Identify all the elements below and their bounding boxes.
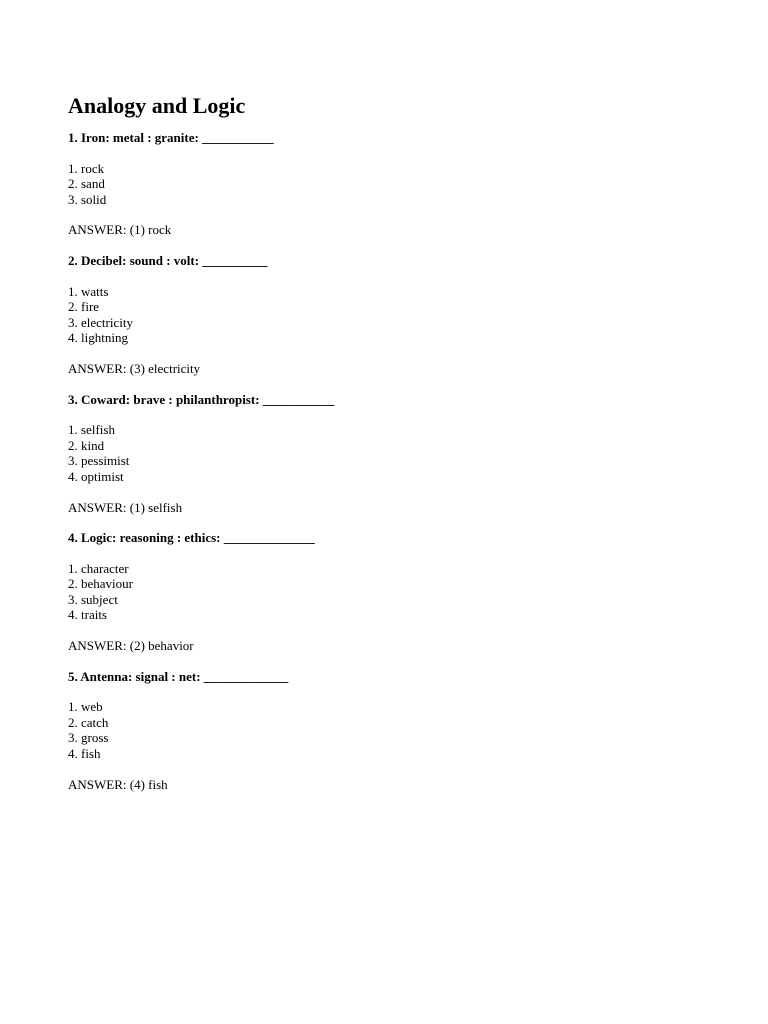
option-list [68,284,708,346]
answer-line: ANSWER: (1) selfish [68,499,183,515]
option-item: 3. subject [68,591,118,607]
answer-line: ANSWER: (2) behavior [68,638,194,654]
question-5 [68,669,708,793]
option-item: 4. fish [68,746,101,762]
option-item: 4. traits [68,607,107,623]
option-list [68,561,708,623]
question-prompt: 4. Logic: reasoning : ethics: ______________ [68,530,315,546]
option-item: 4. optimist [68,468,124,484]
option-item: 3. gross [68,730,109,746]
question-4 [68,530,708,654]
option-item: 2. fire [68,299,100,315]
option-item: 2. sand [68,176,105,192]
option-list [68,422,708,484]
document-title: Analogy and Logic [68,93,246,118]
option-item: 2. catch [68,714,109,730]
question-prompt: 3. Coward: brave : philanthropist: ___________ [68,391,335,407]
question-2 [68,253,708,377]
option-item: 1. web [68,699,103,715]
question-1 [68,130,708,238]
document-page [68,92,708,807]
option-item: 3. solid [68,191,107,207]
option-item: 1. character [68,560,129,576]
option-item: 3. pessimist [68,453,130,469]
question-prompt: 2. Decibel: sound : volt: __________ [68,252,268,268]
option-item: 1. watts [68,283,109,299]
answer-line: ANSWER: (4) fish [68,776,168,792]
question-3 [68,392,708,516]
option-item: 2. kind [68,437,105,453]
option-item: 1. selfish [68,422,115,438]
option-list [68,699,708,761]
answer-line: ANSWER: (1) rock [68,222,172,238]
option-item: 3. electricity [68,314,133,330]
question-prompt: 1. Iron: metal : granite: ___________ [68,130,274,145]
option-item: 4. lightning [68,330,128,346]
option-list [68,161,708,208]
option-item: 1. rock [68,160,105,176]
question-prompt: 5. Antenna: signal : net: _____________ [68,668,289,684]
option-item: 2. behaviour [68,576,133,592]
answer-line: ANSWER: (3) electricity [68,360,201,376]
